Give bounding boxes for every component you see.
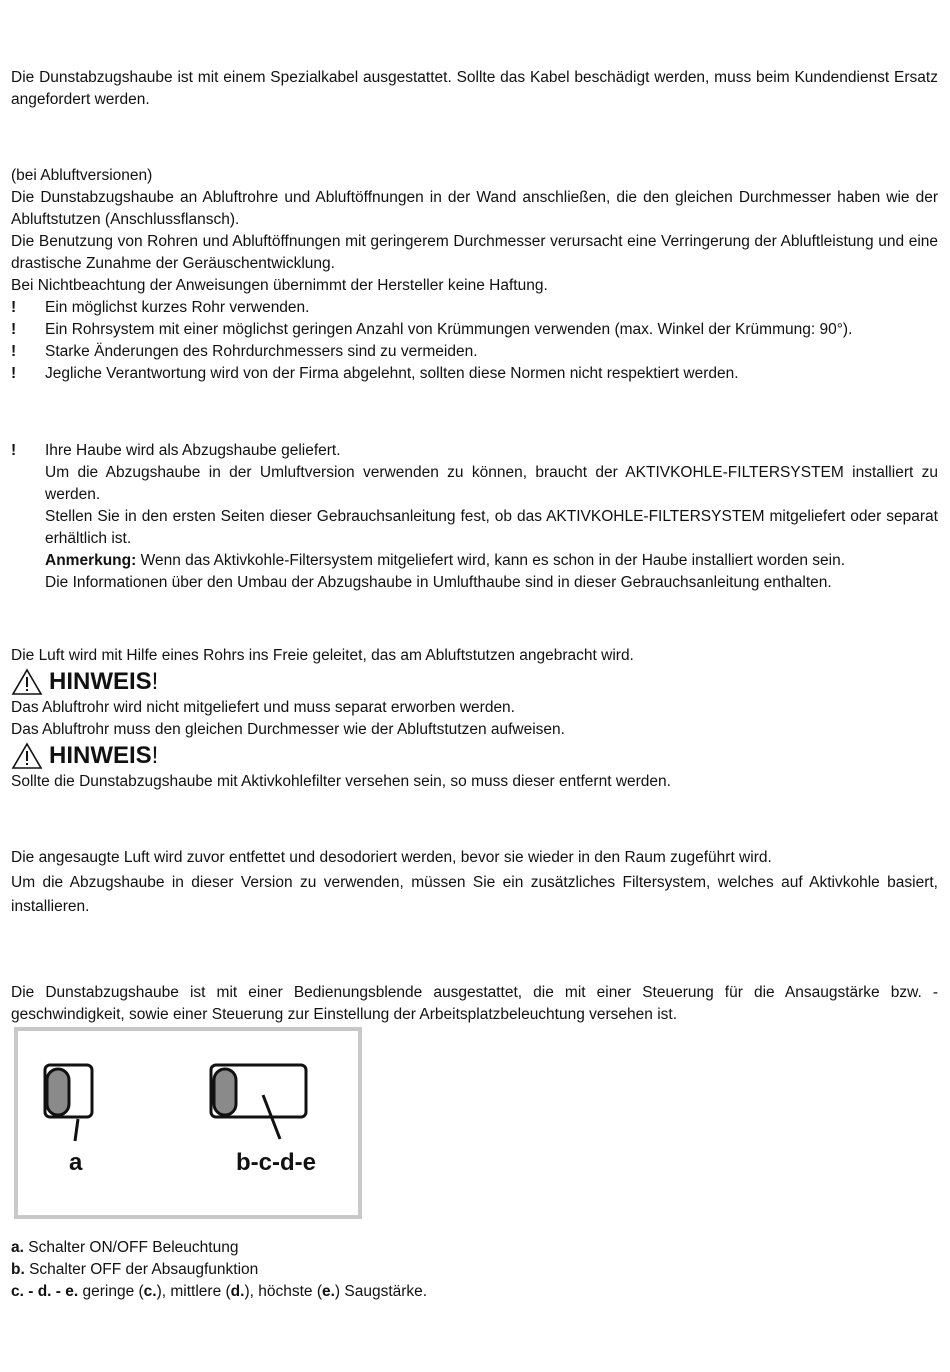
notice-line-2: Um die Abzugshaube in der Umluftversion verwenden zu können, braucht der AKTIVKOHLE-FILTERSYSTEM installiert zu werden. xyxy=(45,464,938,503)
legend-item-cde xyxy=(11,1281,938,1303)
bullet-item xyxy=(11,297,938,319)
bullet-text: Jegliche Verantwortung wird von der Firma abgelehnt, sollten diese Normen nicht respektiert werden. xyxy=(45,365,739,382)
legend-key-c: c. xyxy=(143,1283,157,1300)
bullet-item xyxy=(11,363,938,385)
legend-text-b: Schalter OFF der Absaugfunktion xyxy=(24,1261,259,1278)
exhaust-paragraph-3: Bei Nichtbeachtung der Anweisungen übernimmt der Hersteller keine Haftung. xyxy=(11,277,548,294)
legend-text-a: Schalter ON/OFF Beleuchtung xyxy=(23,1239,239,1256)
legend-key-b: b. xyxy=(11,1261,25,1278)
bullet-text: Ein Rohrsystem mit einer möglichst geringen Anzahl von Krümmungen verwenden (max. Winkel der Krümmung: 90°). xyxy=(45,321,853,338)
hinweis-exclamation: ! xyxy=(151,668,159,695)
hinweis-heading xyxy=(11,741,938,771)
hinweis-heading xyxy=(11,667,938,697)
legend-text-part: ), mittlere ( xyxy=(156,1283,231,1300)
legend-item-a xyxy=(11,1237,938,1259)
cable-paragraph: Die Dunstabzugshaube ist mit einem Spezialkabel ausgestattet. Sollte das Kabel beschädigt werden, muss beim Kundendienst Ersatz angefordert werden. xyxy=(11,69,938,108)
legend-text-part: ) Saugstärke. xyxy=(334,1283,428,1300)
notice-note xyxy=(45,550,938,572)
exhaust-version-paragraph: Die Luft wird mit Hilfe eines Rohrs ins Freie geleitet, das am Abluftstutzen angebracht wird. xyxy=(11,647,634,664)
exhaust-pipe-note-2: Das Abluftrohr muss den gleichen Durchmesser wie der Abluftstutzen aufweisen. xyxy=(11,721,565,738)
section-exhaust-connection xyxy=(11,165,938,385)
legend-key-d: d. xyxy=(230,1283,245,1300)
controls-paragraph: Die Dunstabzugshaube ist mit einer Bedienungsblende ausgestattet, die mit einer Steuerung für die Ansaugstärke bzw. -geschwindigkeit, sowie einer Steuerung zur Einstellung der Arbeitsplatzbeleuchtung versehen ist. xyxy=(11,984,938,1023)
figure-label-a: a xyxy=(69,1149,83,1176)
notice-line-1: Ihre Haube wird als Abzugshaube geliefert. xyxy=(45,442,341,459)
bullet-mark: ! xyxy=(11,299,17,316)
bullet-mark: ! xyxy=(11,365,17,382)
exhaust-pipe-note-1: Das Abluftrohr wird nicht mitgeliefert und muss separat erworben werden. xyxy=(11,699,515,716)
legend-key-a: a. xyxy=(11,1239,24,1256)
section-exhaust-version xyxy=(11,645,938,793)
note-text: Wenn das Aktivkohle-Filtersystem mitgeliefert wird, kann es schon in der Haube installiert worden sein. xyxy=(136,552,846,569)
notice-block xyxy=(11,440,938,594)
figure-label-bcde: b-c-d-e xyxy=(236,1149,316,1176)
fan-switch-icon xyxy=(211,1065,306,1139)
hinweis-word: HINWEIS xyxy=(49,742,152,769)
control-panel-figure xyxy=(14,1027,362,1219)
bullet-item xyxy=(11,341,938,363)
legend-text-part: ), höchste ( xyxy=(244,1283,322,1300)
notice-line-4: Die Informationen über den Umbau der Abzugshaube in Umlufthaube sind in dieser Gebrauchsanleitung enthalten. xyxy=(45,574,832,591)
legend-text-part: geringe ( xyxy=(78,1283,144,1300)
bullet-mark: ! xyxy=(11,321,17,338)
section-controls xyxy=(11,982,938,1026)
light-switch-icon xyxy=(45,1065,92,1141)
legend-key-e: e. xyxy=(321,1283,335,1300)
hinweis-exclamation: ! xyxy=(151,742,159,769)
exhaust-paragraph-2: Die Benutzung von Rohren und Abluftöffnungen mit geringerem Durchmesser verursacht eine Verringerung der Abluftleistung und eine drastische Zunahme der Geräuschentwicklung. xyxy=(11,233,938,272)
exhaust-intro: (bei Abluftversionen) xyxy=(11,167,153,184)
switch-legend xyxy=(11,1237,938,1303)
notice-line-3: Stellen Sie in den ersten Seiten dieser Gebrauchsanleitung fest, ob das AKTIVKOHLE-FILTERSYSTEM mitgeliefert oder separat erhältlich ist. xyxy=(45,508,938,547)
bullet-text: Ein möglichst kurzes Rohr verwenden. xyxy=(45,299,310,316)
section-recirculation-version xyxy=(11,847,938,919)
legend-item-b xyxy=(11,1259,938,1281)
exhaust-paragraph-1: Die Dunstabzugshaube an Abluftrohre und Abluftöffnungen in der Wand anschließen, die den gleichen Durchmesser haben wie der Abluftstutzen (Anschlussflansch). xyxy=(11,189,938,228)
warning-triangle-icon xyxy=(11,742,43,770)
bullet-item xyxy=(11,319,938,341)
recirculation-paragraph-1: Die angesaugte Luft wird zuvor entfettet und desodoriert werden, bevor sie wieder in den Raum zugeführt wird. xyxy=(11,849,772,866)
bullet-text: Starke Änderungen des Rohrdurchmessers sind zu vermeiden. xyxy=(45,343,478,360)
recirculation-paragraph-2: Um die Abzugshaube in dieser Version zu verwenden, müssen Sie ein zusätzliches Filtersystem, welches auf Aktivkohle basiert, installieren. xyxy=(11,874,938,915)
bullet-mark: ! xyxy=(11,343,17,360)
section-power-cable xyxy=(11,67,938,111)
section-delivery-version xyxy=(11,440,938,594)
warning-triangle-icon xyxy=(11,668,43,696)
legend-key-cde: c. - d. - e. xyxy=(11,1283,79,1300)
hinweis-word: HINWEIS xyxy=(49,668,152,695)
carbon-filter-note: Sollte die Dunstabzugshaube mit Aktivkohlefilter versehen sein, so muss dieser entfernt werden. xyxy=(11,773,671,790)
notice-mark: ! xyxy=(11,442,17,459)
note-label: Anmerkung: xyxy=(45,552,137,569)
switch-diagram xyxy=(18,1031,358,1215)
